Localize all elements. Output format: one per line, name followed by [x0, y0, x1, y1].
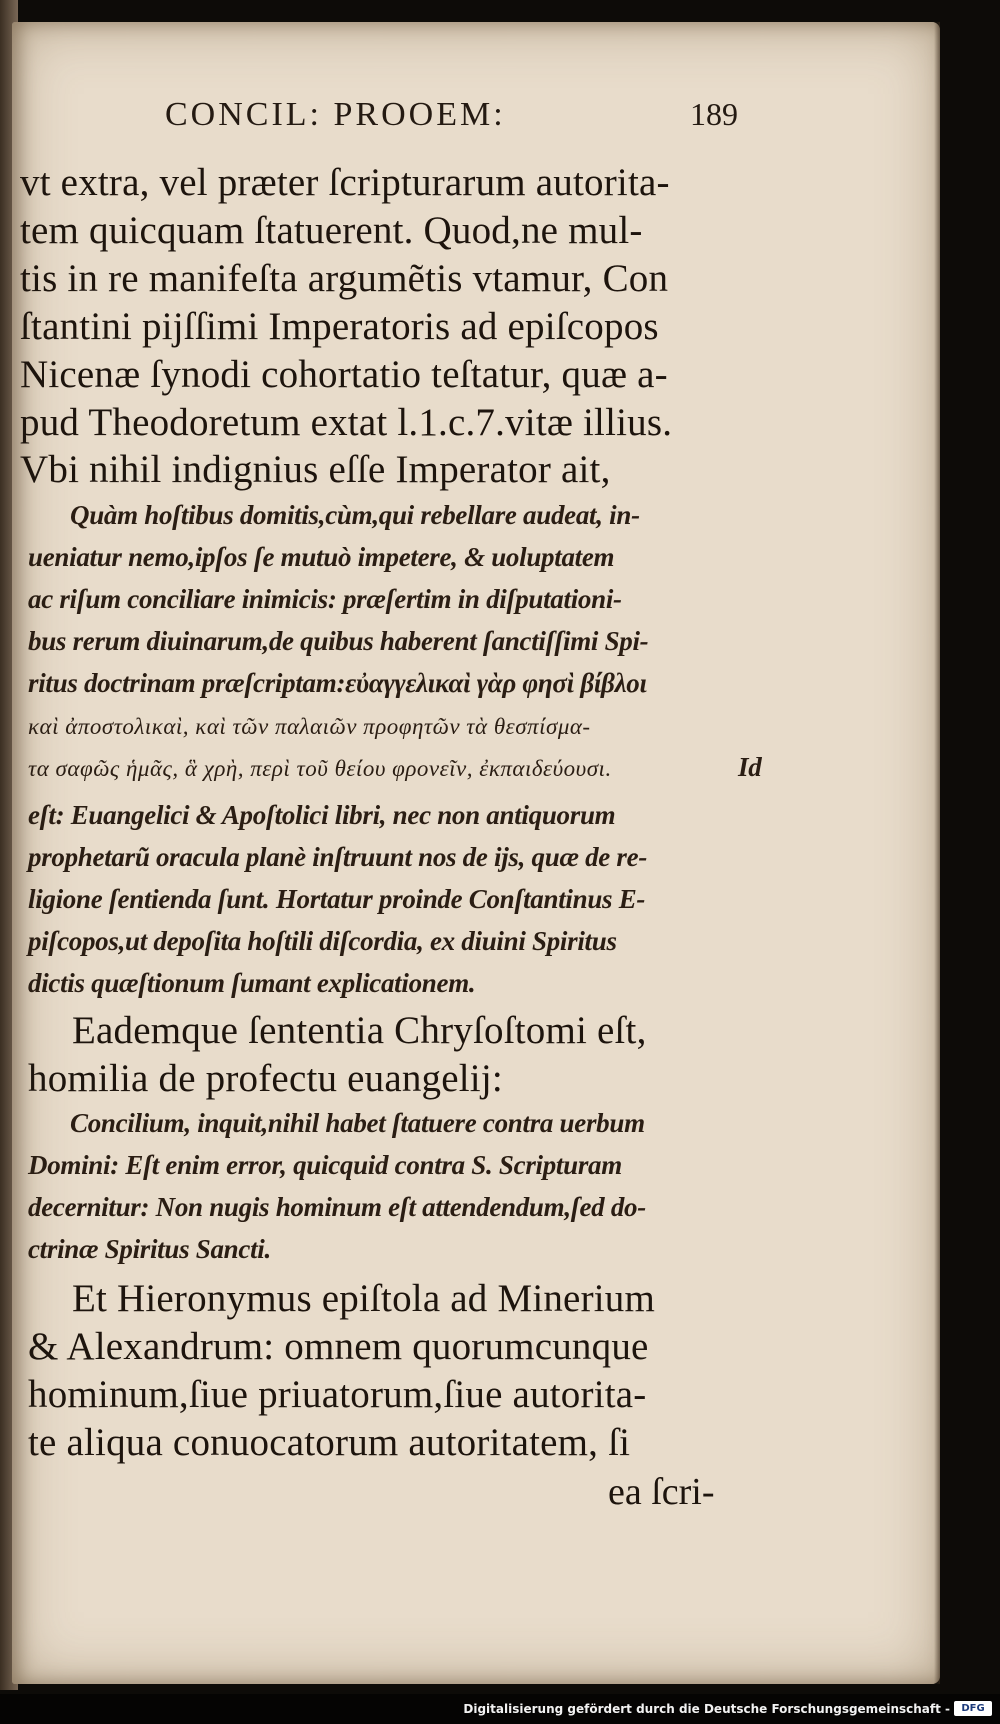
quote-line: ligione ſentienda ſunt. Hortatur proinde Conſtantinus E-	[28, 884, 646, 914]
quote-line: ctrinæ Spiritus Sancti.	[28, 1234, 271, 1264]
quote-line: piſcopos,ut depoſita hoſtili diſcordia, ex diuini Spiritus	[28, 926, 617, 956]
quote-line: Concilium, inquit,nihil habet ſtatuere contra uerbum	[70, 1108, 645, 1138]
quote-line: prophetarũ oracula planè inſtruunt nos de ijs, quæ de re-	[28, 842, 648, 872]
page-number: 189	[690, 96, 738, 132]
text-line: hominum,ſiue priuatorum,ſiue autorita-	[28, 1373, 647, 1416]
quote-line: eſt: Euangelici & Apoſtolici libri, nec non antiquorum	[28, 800, 616, 830]
text-line: Eademque ſententia Chryſoſtomi eſt,	[72, 1009, 647, 1052]
quote-line: ueniatur nemo,ipſos ſe mutuò impetere, & uoluptatem	[28, 542, 615, 572]
text-line: tis in re manifeſta argumẽtis vtamur, Con	[20, 257, 669, 300]
quote-line: decernitur: Non nugis hominum eſt attendendum,ſed do-	[28, 1192, 646, 1222]
text-line: pud Theodoretum extat l.1.c.7.vitæ illius.	[20, 401, 673, 444]
text-line: ſtantini pijſſimi Imperatoris ad epiſcopos	[20, 305, 659, 348]
quote-line: Quàm hoſtibus domitis,cùm,qui rebellare audeat, in-	[70, 500, 640, 530]
catchword: ea ſcri-	[608, 1471, 715, 1513]
funding-credit: Digitalisierung gefördert durch die Deutsche Forschungsgemeinschaft -	[463, 1702, 950, 1716]
quote-line: bus rerum diuinarum,de quibus haberent ſanctiſſimi Spi-	[28, 626, 649, 656]
text-line: te aliqua conuocatorum autoritatem, ſi	[28, 1421, 631, 1464]
text-line: vt extra, vel præter ſcripturarum autorita-	[20, 161, 670, 204]
quote-line: ac riſum conciliare inimicis: præſertim in diſputationi-	[28, 584, 622, 614]
quote-line: Domini: Eſt enim error, quicquid contra S. Scripturam	[28, 1150, 622, 1180]
text-line: Vbi nihil indignius eſſe Imperator ait,	[20, 448, 611, 491]
quote-line: dictis quæſtionum ſumant explicationem.	[28, 968, 476, 998]
dfg-logo: DFG	[954, 1701, 992, 1716]
text-line: homilia de profectu euangelij:	[28, 1057, 503, 1100]
greek-line: τα σαφῶς ἡμᾶς, ἃ χρὴ, περὶ τοῦ θείου φρονεῖν, ἐκπαιδεύουσι.	[28, 756, 612, 781]
text-line: Et Hieronymus epiſtola ad Minerium	[72, 1277, 656, 1320]
greek-trailer: Id	[738, 752, 762, 782]
quote-line: ritus doctrinam præſcriptam:εὐαγγελικαὶ γὰρ φησὶ βίβλοι	[28, 668, 647, 698]
greek-line: καὶ ἀποστολικαὶ, καὶ τῶν παλαιῶν προφητῶν τὰ θεσπίσμα-	[28, 714, 591, 739]
page-header	[0, 92, 1000, 136]
text-line: tem quicquam ſtatuerent. Quod,ne mul-	[20, 209, 643, 252]
text-line: & Alexandrum: omnem quorumcunque	[28, 1325, 649, 1368]
running-head: CONCIL: PROOEM:	[165, 96, 506, 133]
text-line: Nicenæ ſynodi cohortatio teſtatur, quæ a-	[20, 353, 668, 396]
